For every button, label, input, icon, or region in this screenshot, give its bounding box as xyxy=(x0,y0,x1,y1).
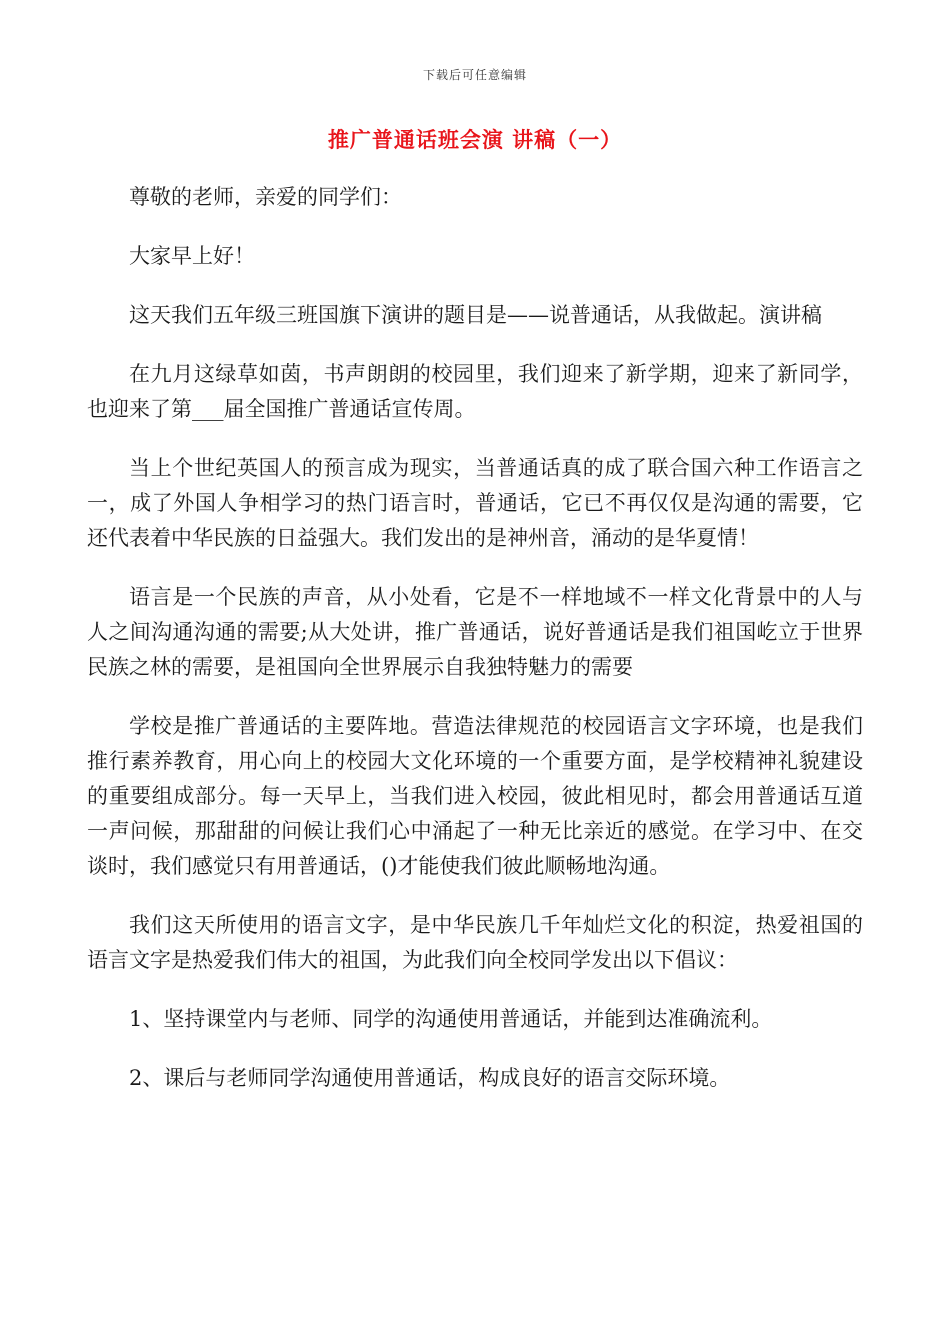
paragraph-national-voice: 语言是一个民族的声音，从小处看，它是不一样地域不一样文化背景中的人与人之间沟通沟通的需要;从大处讲，推广普通话，说好普通话是我们祖国屹立于世界民族之林的需要，是祖国向全世界展示自我独特魅力的需要 xyxy=(87,585,863,679)
proposal-item-2: 2、课后与老师同学沟通使用普通话，构成良好的语言交际环境。 xyxy=(129,1066,731,1090)
document-body xyxy=(87,180,863,1120)
paragraph-september: 在九月这绿草如茵，书声朗朗的校园里，我们迎来了新学期，迎来了新同学，也迎来了第___届全国推广普通话宣传周。 xyxy=(87,362,863,421)
salutation: 尊敬的老师，亲爱的同学们： xyxy=(129,185,402,209)
document-title: 推广普通话班会演 讲稿（一） xyxy=(327,127,623,152)
paragraph-un-language: 当上个世纪英国人的预言成为现实，当普通话真的成了联合国六种工作语言之一，成了外国人争相学习的热门语言时，普通话，它已不再仅仅是沟通的需要，它还代表着中华民族的日益强大。我们发出的是神州音，涌动的是华夏情！ xyxy=(87,456,863,550)
header-note: 下载后可任意编辑 xyxy=(422,68,527,82)
paragraph-school-role: 学校是推广普通话的主要阵地。营造法律规范的校园语言文字环境，也是我们推行素养教育，用心向上的校园大文化环境的一个重要方面，是学校精神礼貌建设的重要组成部分。每一天早上，当我们进入校园，彼此相见时，都会用普通话互道一声问候，那甜甜的问候让我们心中涌起了一种无比亲近的感觉。在学习中、在交谈时，我们感觉只有用普通话，()才能使我们彼此顺畅地沟通。 xyxy=(87,714,863,878)
proposal-item-1: 1、坚持课堂内与老师、同学的沟通使用普通话，并能到达准确流利。 xyxy=(129,1007,773,1031)
paragraph-topic: 这天我们五年级三班国旗下演讲的题目是——说普通话，从我做起。演讲稿 xyxy=(129,303,822,327)
paragraph-proposal-intro: 我们这天所使用的语言文字，是中华民族几千年灿烂文化的积淀，热爱祖国的语言文字是热爱我们伟大的祖国，为此我们向全校同学发出以下倡议： xyxy=(87,913,863,972)
greeting: 大家早上好！ xyxy=(129,244,255,268)
